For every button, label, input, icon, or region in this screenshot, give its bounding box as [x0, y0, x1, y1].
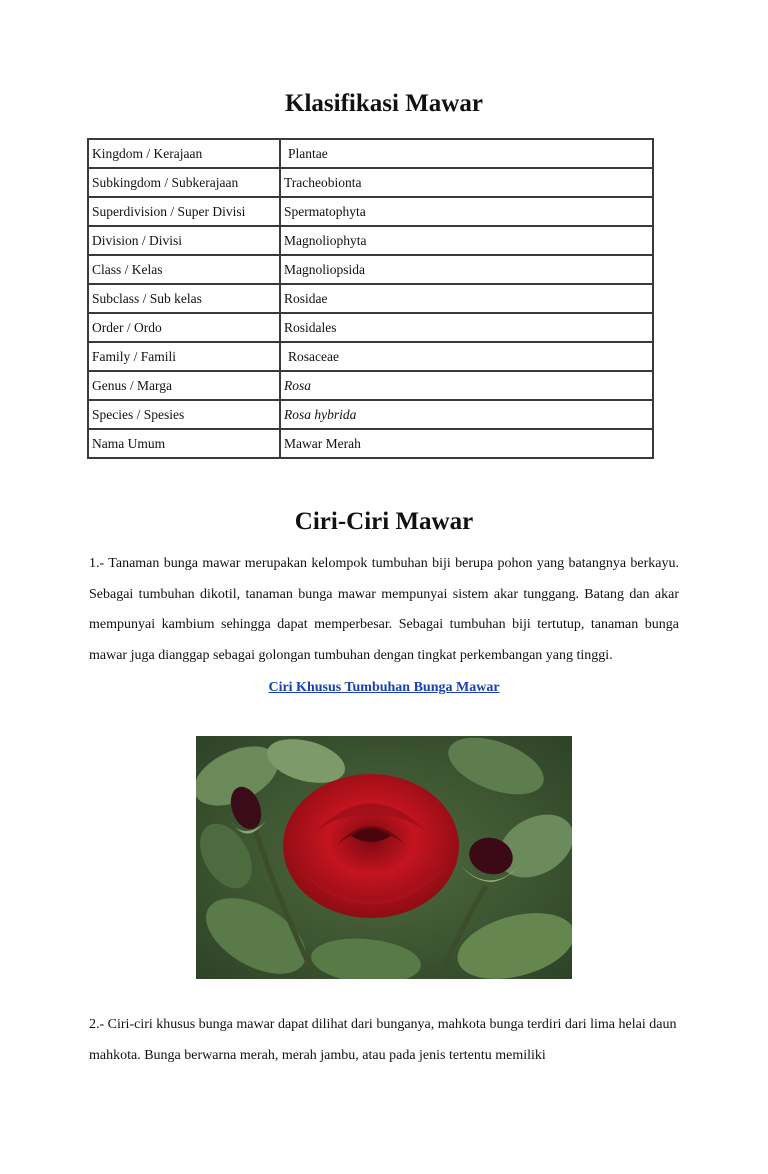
row-value: Rosidales	[280, 313, 653, 342]
row-value: Tracheobionta	[280, 168, 653, 197]
table-row	[88, 429, 653, 458]
row-label: Species / Spesies	[88, 400, 280, 429]
table-row	[88, 139, 653, 168]
section-title: Ciri-Ciri Mawar	[294, 508, 474, 535]
row-label: Nama Umum	[88, 429, 280, 458]
table-row	[88, 284, 653, 313]
classification-table	[87, 138, 654, 459]
row-value: Rosaceae	[280, 342, 653, 371]
table-row	[88, 371, 653, 400]
row-label: Genus / Marga	[88, 371, 280, 400]
row-value: Rosidae	[280, 284, 653, 313]
table-row	[88, 226, 653, 255]
row-value: Magnoliopsida	[280, 255, 653, 284]
link-container	[0, 680, 768, 696]
table-row	[88, 313, 653, 342]
row-label: Division / Divisi	[88, 226, 280, 255]
row-value: Magnoliophyta	[280, 226, 653, 255]
row-value: Mawar Merah	[280, 429, 653, 458]
paragraph-1: 1.- Tanaman bunga mawar merupakan kelompok tumbuhan biji berupa pohon yang batangnya berkayu. Sebagai tumbuhan dikotil, tanaman bunga mawar mempunyai sistem akar tunggang. Batang dan akar mempunyai kambium sehingga dapat memperbesar. Sebagai tumbuhan biji tertutup, tanaman bunga mawar juga dianggap sebagai golongan tumbuhan dengan tingkat perkembangan yang tinggi.	[89, 556, 679, 663]
row-value: Rosa	[280, 371, 653, 400]
row-value: Spermatophyta	[280, 197, 653, 226]
paragraph-2: 2.- Ciri-ciri khusus bunga mawar dapat dilihat dari bunganya, mahkota bunga terdiri dari lima helai daun mahkota. Bunga berwarna merah, merah jambu, atau pada jenis tertentu memiliki	[89, 1017, 677, 1063]
row-label: Class / Kelas	[88, 255, 280, 284]
table-row	[88, 342, 653, 371]
row-label: Subkingdom / Subkerajaan	[88, 168, 280, 197]
row-label: Order / Ordo	[88, 313, 280, 342]
row-label: Family / Famili	[88, 342, 280, 371]
row-label: Superdivision / Super Divisi	[88, 197, 280, 226]
table-row	[88, 197, 653, 226]
table-row	[88, 255, 653, 284]
rose-photo	[196, 736, 572, 979]
table-row	[88, 168, 653, 197]
row-value: Rosa hybrida	[280, 400, 653, 429]
row-value: Plantae	[280, 139, 653, 168]
row-label: Subclass / Sub kelas	[88, 284, 280, 313]
row-label: Kingdom / Kerajaan	[88, 139, 280, 168]
page-title: Klasifikasi Mawar	[285, 90, 483, 117]
ciri-khusus-link[interactable]: Ciri Khusus Tumbuhan Bunga Mawar	[268, 680, 500, 695]
table-row	[88, 400, 653, 429]
